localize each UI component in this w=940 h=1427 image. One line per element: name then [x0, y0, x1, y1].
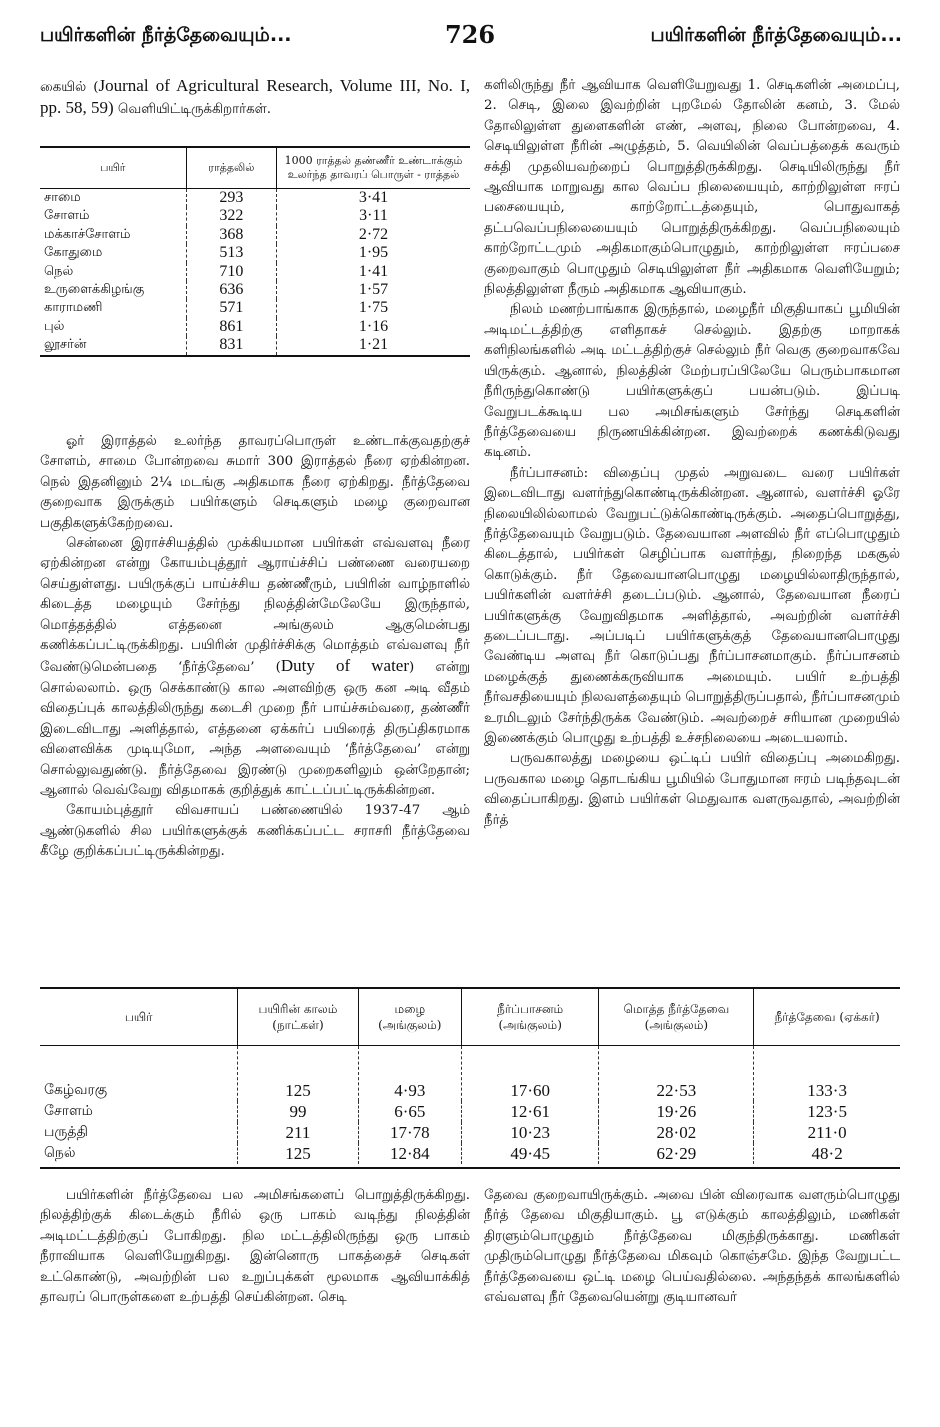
table1-cell: 322	[186, 207, 276, 225]
table2-row	[40, 1046, 900, 1102]
table2-cell: கேழ்வரகு	[44, 1082, 108, 1098]
journal-citation: Journal of Agricultural Research, Volume III, No. I, pp. 58, 59)	[40, 76, 471, 117]
table1-cell: 368	[186, 226, 276, 244]
left-column	[40, 76, 470, 120]
table1-cell: உருளைக்கிழங்கு	[44, 282, 145, 298]
table1-header-pounds: ராத்தலில்	[186, 148, 276, 189]
table1-cell: 1·95	[276, 244, 470, 262]
table2-cell: 133·3	[754, 1046, 900, 1102]
water-requirement-table	[40, 146, 470, 357]
paragraph-growth-stages: தேவை குறைவாயிருக்கும். அவை பின் விரைவாக வளரும்பொழுது நீர்த் தேவை மிகுதியாகும். பூ எடுக்கும் காலத்திலும், மணிகள் திரளும்பொழுதும் நீர்த்தேவை மிகுந்திருக்காது. மணிகள் முதிரும்பொழுது நீர்த்தேவை மிகவும் கொஞ்சமே. இந்த வேறுபட்ட நீர்த்தேவையை ஒட்டி மழை பெய்வதில்லை. அந்தந்தக் காலங்களில் எவ்வளவு நீர் தேவையென்று குடியானவர்	[484, 1188, 900, 1306]
table2-cell: 28·02	[599, 1122, 754, 1143]
table2-header-rainfall[interactable]: மழை (அங்குலம்)	[358, 989, 461, 1046]
table1-cell: 293	[186, 189, 276, 208]
table1-row	[40, 336, 470, 354]
intro-prefix: கையில் (	[40, 80, 99, 95]
table2-cell: 125	[238, 1046, 358, 1102]
table1-cell: சோளம்	[44, 208, 90, 224]
table1-cell: 1·57	[276, 281, 470, 299]
table2-row	[40, 1143, 900, 1164]
table1-cell: 861	[186, 318, 276, 336]
table2-cell: 211	[238, 1122, 358, 1143]
table2-cell: 12·61	[461, 1101, 599, 1122]
table2-cell: 10·23	[461, 1122, 599, 1143]
table1-cell: காராமணி	[44, 300, 103, 316]
table1-cell: 3·41	[276, 189, 470, 208]
table2-cell: 48·2	[754, 1143, 900, 1164]
table2-header-crop[interactable]: பயிர்	[124, 1010, 153, 1024]
left-column-body	[40, 432, 470, 863]
table2-cell: 4·93	[358, 1046, 461, 1102]
table1-cell: 1·16	[276, 318, 470, 336]
table2-cell: 19·26	[599, 1101, 754, 1122]
intro-paragraph	[40, 76, 470, 120]
paragraph-water-balance: பயிர்களின் நீர்த்தேவை பல அமிசங்களைப் பொறுத்திருக்கிறது. நிலத்திற்குக் கிடைக்கும் நீரில் ஒரு பாகம் வடிந்து நிலத்தின் அடிமட்டத்திற்குப் போகிறது. நில மட்டத்திலிருந்து ஒரு பாகம் நீராவியாக வெளியேறுகிறது. இன்னொரு பாகத்தைச் செடிகள் உட்கொண்டு, அவற்றின் பல உறுப்புக்கள் மூலமாக ஆவியாக்கித் தாவரப் பொருள்களை உற்பத்தி செய்கின்றன. செடி	[40, 1188, 470, 1306]
table2-header-irrigation[interactable]: நீர்ப்பாசனம் (அங்குலம்)	[461, 989, 599, 1046]
table1-cell: 1·21	[276, 336, 470, 354]
table1-cell: கோதுமை	[44, 245, 103, 261]
table1-row	[40, 281, 470, 299]
table1-row	[40, 318, 470, 336]
table2-header-row	[40, 989, 900, 1046]
table1-cell: 571	[186, 299, 276, 317]
intro-suffix: வெளியிட்டிருக்கிறார்கள்.	[113, 102, 271, 117]
table1-cell: 636	[186, 281, 276, 299]
table1-cell: 1·41	[276, 263, 470, 281]
paragraph-transpiration: களிலிருந்து நீர் ஆவியாக வெளியேறுவது 1. செடிகளின் அமைப்பு, 2. செடி, இலை இவற்றின் புறமேல் தோலின் கனம், 3. மேல் தோலிலுள்ள துளைகளின் எண், அளவு, நிலை போன்றவை, 4. செடியிலுள்ள நீரின் அழுத்தம், 5. வெயிலின் வெப்பத்தைக் கவரும் சக்தி முதலியவற்றைப் பொறுத்திருக்கிறது. செடியிலிருந்து நீர் ஆவியாக மாறுவது கால வெப்ப நிலையையும், காற்றிலுள்ள ஈரப் பசையையும், காற்றோட்டத்தையும், பொதுவாகத் தட்பவெப்பநிலையையும் பொறுத்திருக்கிறது. வெப்பநிலையும் காற்றோட்டமும் அதிகமாகும்பொழுதும், காற்றிலுள்ள ஈரப்பசை குறைவாகும் பொழுதும் செடியிலுள்ள நீர் அதிகமாக வெளியேறும்; நிலத்திலுள்ள நீரும் அதிகமாக ஆவியாகும்.	[484, 78, 900, 298]
running-header-right: பயிர்களின் நீர்த்தேவையும்...	[650, 24, 902, 46]
table1-cell: 3·11	[276, 207, 470, 225]
table2-cell: 6·65	[358, 1101, 461, 1122]
table1-row	[40, 263, 470, 281]
table2-cell: 125	[238, 1143, 358, 1164]
bottom-right-column	[484, 1186, 900, 1308]
table2-cell: 12·84	[358, 1143, 461, 1164]
bottom-left-column	[40, 1186, 470, 1308]
table1-cell: 710	[186, 263, 276, 281]
table2-cell: நெல்	[44, 1145, 76, 1161]
table1-row	[40, 226, 470, 244]
table1-cell: நெல்	[44, 263, 74, 279]
table1-cell: 2·72	[276, 226, 470, 244]
table2-cell: 211·0	[754, 1122, 900, 1143]
table2-row	[40, 1122, 900, 1143]
table1-row	[40, 299, 470, 317]
table1-header-dry-matter: 1000 ராத்தல் தண்ணீர் உண்டாக்கும் உலர்ந்த தாவரப் பொருள் - ராத்தல்	[276, 148, 470, 189]
table2-cell: 17·78	[358, 1122, 461, 1143]
table1-header-row	[40, 148, 470, 189]
table1-cell: புல்	[44, 318, 65, 334]
duty-text-a: சென்னை இராச்சியத்தில் முக்கியமான பயிர்கள் எவ்வளவு நீரை ஏற்கின்றன என்று கோயம்புத்தூர் ஆராய்ச்சிப் பண்ணை வரையறை செய்துள்ளது. பயிருக்குப் பாய்ச்சிய தண்ணீரும், பயிரின் வாழ்நாளில் கிடைத்த மழையும் சேர்ந்து நிலத்தின்மேலேயே இருந்தால், மொத்தத்தில் எத்தனை அங்குலம் ஆகுமென்பது கணிக்கப்பட்டிருக்கிறது. பயிரின் முதிர்ச்சிக்கு மொத்தம் எவ்வளவு நீர் வேண்டுமென்பதை ‘நீர்த்தேவை’ (	[40, 536, 470, 676]
duty-of-water-term: Duty of water	[280, 656, 410, 676]
duty-text-b: ) என்று சொல்லலாம். ஒரு செக்காண்டு கால அளவிற்கு ஒரு கன அடி வீதம் விதைப்புக் காலத்திலிருந்து கடைசி முறை நீர் பாய்ச்சும்வரை, தண்ணீர் இடைவிடாது அளித்தால், எத்தனை ஏக்கர்ப் பயிரைத் திருப்திகரமாக விளைவிக்க முடியுமோ, அந்த அளவையும் ‘நீர்த்தேவை’ என்று சொல்லுவதுண்டு. நீர்த்தேவை இரண்டு முறைகளிலும் ஒன்றேதான்; ஆனால் வெவ்வேறு விதமாகக் குறித்துக் காட்டப்பட்டிருக்கின்றன.	[40, 660, 470, 798]
paragraph-duty-of-water	[40, 534, 470, 801]
paragraph-monsoon: பருவகாலத்து மழையை ஒட்டிப் பயிர் விதைப்பு அமைகிறது. பருவகால மழை தொடங்கிய பூமியில் போதுமான ஈரம் படிந்தவுடன் விதைப்பாகிறது. இளம் பயிர்கள் மெதுவாக வளருவதால், அவற்றின் நீர்த்	[484, 751, 900, 828]
table1-cell: சாமை	[44, 190, 81, 205]
running-header-left: பயிர்களின் நீர்த்தேவையும்...	[40, 24, 292, 46]
table1-row	[40, 244, 470, 262]
paragraph-water-per-pound: ஓர் இராத்தல் உலர்ந்த தாவரப்பொருள் உண்டாக்குவதற்குச் சோளம், சாமை போன்றவை சுமார் 300 இராத்தல் நீரை ஏற்கின்றன. நெல் இதனினும் 2¼ மடங்கு அதிகமாக நீரை ஏற்கிறது. நீர்த்தேவை குறைவாக இருக்கும் பயிர்களும் செடிகளும் மழை குறைவான பகுதிகளுக்கேற்றவை.	[40, 434, 470, 531]
table2-cell: சோளம்	[44, 1103, 93, 1119]
table1-cell: லூசர்ன்	[44, 337, 87, 353]
paragraph-soil-type: நிலம் மணற்பாங்காக இருந்தால், மழைநீர் மிகுதியாகப் பூமியின் அடிமட்டத்திற்கு எளிதாகச் செல்லும். இதற்கு மாறாகக் களிநிலங்களில் அடி மட்டத்திற்குச் செல்லும் நீர் வெகு குறைவாகவே யிருக்கும். ஆனால், நிலத்தின் மேற்பரப்பிலேயே பெரும்பாகமான நீரிருந்துகொண்டு பயிர்களுக்குப் பயன்படும். இப்படி வேறுபடக்கூடிய பல அமிசங்களும் சேர்ந்து செடிகளின் நீர்த்தேவையை நிருணயிக்கின்றன. இவற்றைக் கணக்கிடுவது கடினம்.	[484, 302, 900, 461]
table2-header-duration[interactable]: பயிரின் காலம் (நாட்கள்)	[238, 989, 358, 1046]
table2-header-total-water[interactable]: மொத்த நீர்த்தேவை (அங்குலம்)	[599, 989, 754, 1046]
table2-cell: 99	[238, 1101, 358, 1122]
table1-cell: 1·75	[276, 299, 470, 317]
page-number: 726	[444, 20, 496, 49]
table1-header-crop: பயிர்	[40, 148, 186, 189]
paragraph-irrigation: நீர்ப்பாசனம்: விதைப்பு முதல் அறுவடை வரை பயிர்கள் இடைவிடாது வளர்ந்துகொண்டிருக்கின்றன. ஆனால், வளர்ச்சி ஓரே நிலையிலில்லாமல் வேறுபட்டுக்கொண்டிருக்கும். அதைப்பொறுத்து, நீர்த்தேவையும் வேறுபடும். தேவையான அளவில் நீர் எப்பொழுதும் கிடைத்தால், பயிர்கள் செழிப்பாக வளர்ந்து, நிறைந்த மகசூல் கொடுக்கும். நீர் தேவையானபொழுது மழையில்லாதிருந்தால், பயிர்களின் வளர்ச்சி தடைப்படும். ஆனால், தேவையான நீரைப் பயிர்களுக்கு வேறுவிதமாக அளித்தால், அவற்றின் வளர்ச்சி தடைப்படாது. அப்படிப் பயிர்களுக்குத் தேவையானபொழுது வேண்டிய அளவு நீர் கொடுப்பது நீர்ப்பாசனமாகும். நீர்ப்பாசனம் மழைக்குத் துணைக்கருவியாக அமையும். பயிர் உற்பத்தி நீர்வசதியையும் நிலவளத்தையும் பொறுத்திருப்பதால், நீர்ப்பாசனமும் உரமிடலும் சேர்ந்திருக்க வேண்டும். அவற்றைச் சரியான முறையில் இணைக்கும் பொழுது உற்பத்தி உச்சநிலையை அடையலாம்.	[484, 465, 900, 746]
table2-cell: 22·53	[599, 1046, 754, 1102]
crop-water-duty-table	[40, 987, 900, 1169]
table2-cell: 17·60	[461, 1046, 599, 1102]
table1-cell: 831	[186, 336, 276, 354]
right-column	[484, 76, 900, 831]
table2-cell: 123·5	[754, 1101, 900, 1122]
paragraph-coimbatore: கோயம்புத்தூர் விவசாயப் பண்ணையில் 1937-47 ஆம் ஆண்டுகளில் சில பயிர்களுக்குக் கணிக்கப்பட்ட சராசரி நீர்த்தேவை கீழே குறிக்கப்பட்டிருக்கின்றது.	[40, 803, 470, 860]
table1-cell: 513	[186, 244, 276, 262]
table1-row	[40, 207, 470, 225]
table1-cell: மக்காச்சோளம்	[44, 226, 131, 242]
table2-header-duty-acres[interactable]: நீர்த்தேவை (ஏக்கர்)	[754, 989, 900, 1046]
table2-cell: பருத்தி	[44, 1124, 88, 1140]
table2-cell: 49·45	[461, 1143, 599, 1164]
table2-row	[40, 1101, 900, 1122]
table1-row	[40, 189, 470, 208]
table2-cell: 62·29	[599, 1143, 754, 1164]
